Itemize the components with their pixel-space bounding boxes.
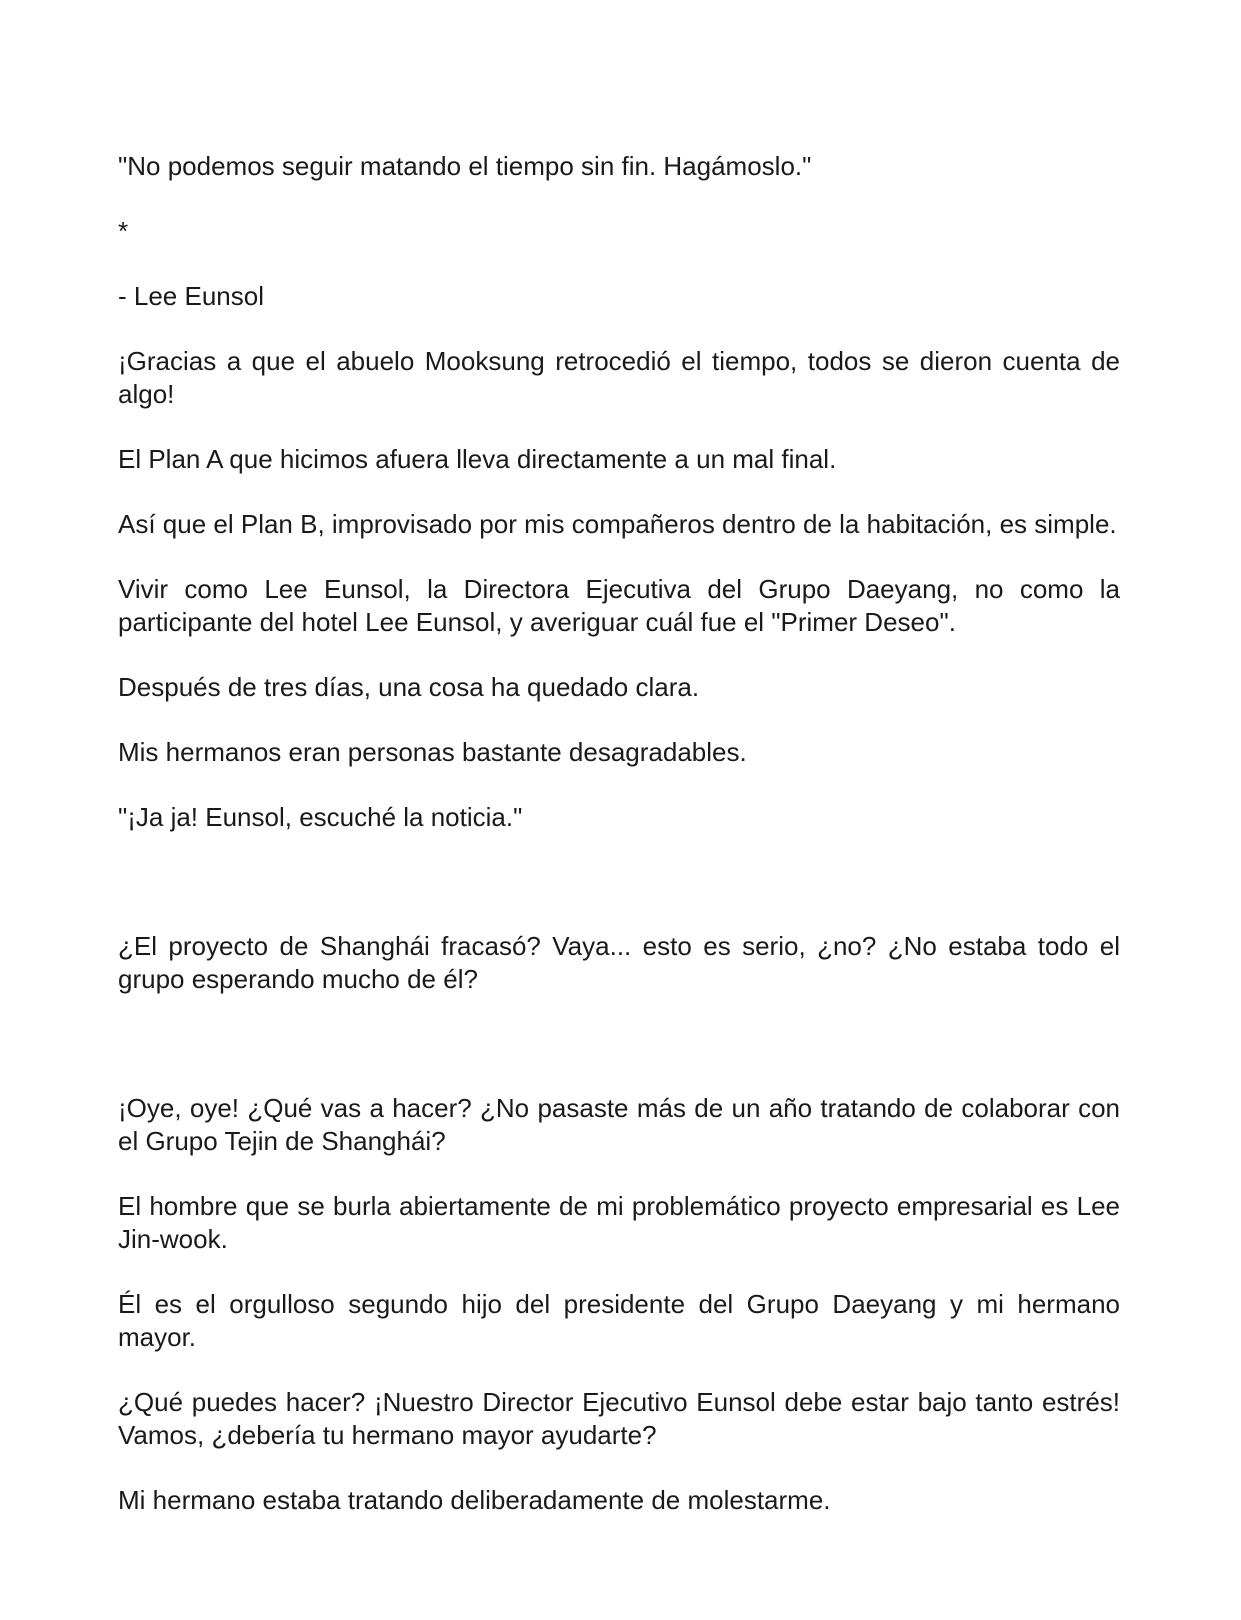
paragraph-body: El Plan A que hicimos afuera lleva directamente a un mal final. (118, 444, 837, 474)
paragraph-dialogue: ¿El proyecto de Shanghái fracasó? Vaya... esto es serio, ¿no? ¿No estaba todo el grupo esperando mucho de él? (118, 931, 1120, 994)
document-page (118, 150, 1120, 1517)
paragraph-dialogue: ¡Oye, oye! ¿Qué vas a hacer? ¿No pasaste más de un año tratando de colaborar con el Grupo Tejin de Shanghái? (118, 1093, 1120, 1156)
paragraph-dialogue: "¡Ja ja! Eunsol, escuché la noticia." (118, 802, 523, 832)
paragraph-body: El hombre que se burla abiertamente de mi problemático proyecto empresarial es Lee Jin-wook. (118, 1191, 1120, 1254)
paragraph-body: Así que el Plan B, improvisado por mis compañeros dentro de la habitación, es simple. (118, 509, 1117, 539)
paragraph-quote-opening: "No podemos seguir matando el tiempo sin fin. Hagámoslo." (118, 151, 812, 181)
paragraph-body: Después de tres días, una cosa ha quedado clara. (118, 672, 700, 702)
paragraph-section-break: * (118, 216, 129, 246)
paragraph-body: Mis hermanos eran personas bastante desagradables. (118, 737, 747, 767)
paragraph-pov-heading: - Lee Eunsol (118, 281, 264, 311)
paragraph-dialogue: ¿Qué puedes hacer? ¡Nuestro Director Ejecutivo Eunsol debe estar bajo tanto estrés! Vamos, ¿debería tu hermano mayor ayudarte? (118, 1387, 1120, 1450)
paragraph-body: Vivir como Lee Eunsol, la Directora Ejecutiva del Grupo Daeyang, no como la participante del hotel Lee Eunsol, y averiguar cuál fue el "Primer Deseo". (118, 574, 1120, 637)
paragraph-body: ¡Gracias a que el abuelo Mooksung retrocedió el tiempo, todos se dieron cuenta de algo! (118, 346, 1120, 409)
paragraph-body: Mi hermano estaba tratando deliberadamente de molestarme. (118, 1485, 831, 1515)
paragraph-body: Él es el orgulloso segundo hijo del presidente del Grupo Daeyang y mi hermano mayor. (118, 1289, 1120, 1352)
